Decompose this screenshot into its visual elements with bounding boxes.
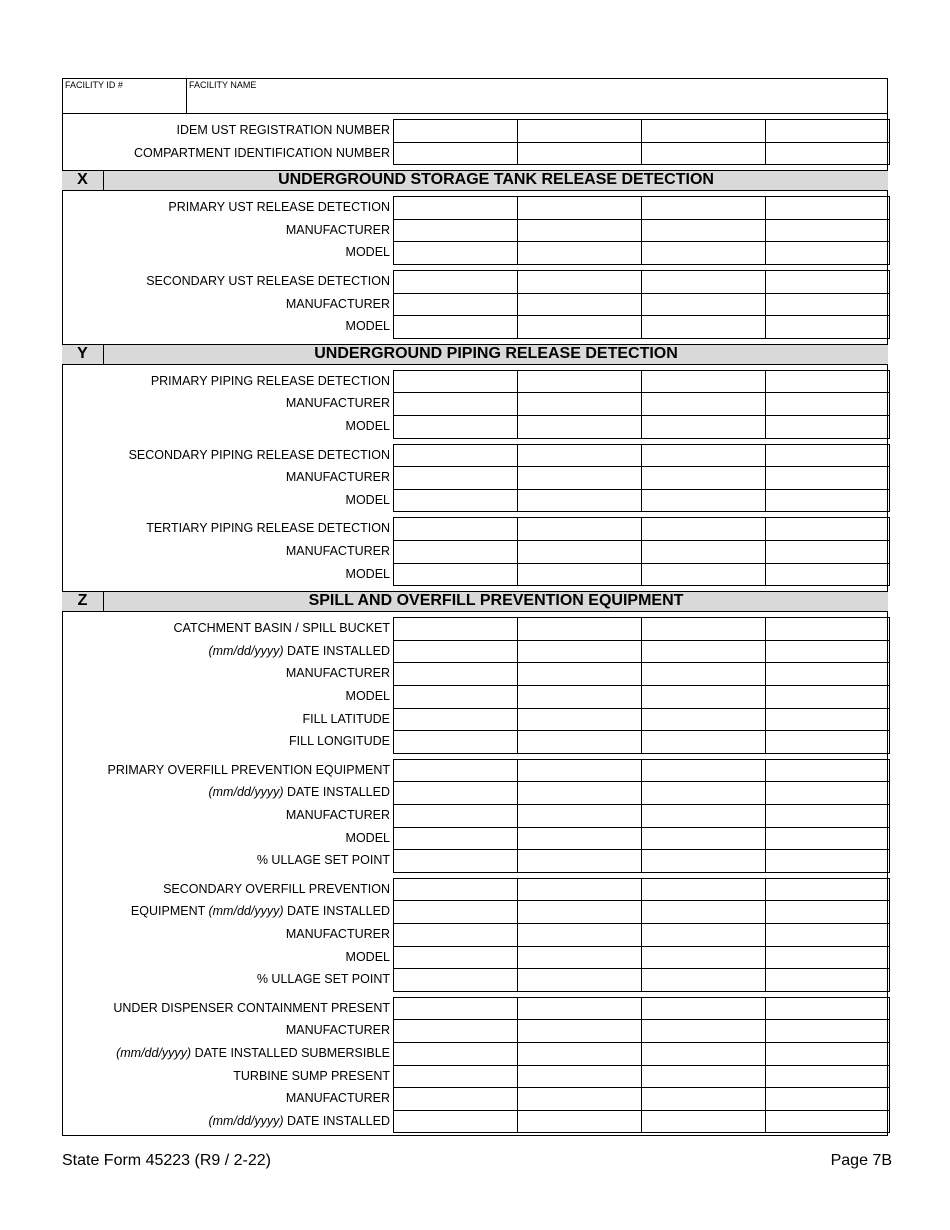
entry-cell[interactable]: [765, 730, 890, 754]
entry-cell[interactable]: [517, 878, 642, 902]
entry-cell[interactable]: [517, 708, 642, 732]
entry-cell[interactable]: [517, 662, 642, 686]
entry-cell[interactable]: [393, 270, 518, 294]
section-band: [62, 591, 888, 612]
row-label: [289, 734, 390, 748]
entry-cell[interactable]: [641, 1065, 766, 1089]
row-label: [208, 1114, 390, 1128]
entry-cell[interactable]: [517, 968, 642, 992]
entry-cell[interactable]: [641, 517, 766, 541]
entry-cell[interactable]: [765, 540, 890, 564]
entry-cell[interactable]: [641, 923, 766, 947]
entry-cell[interactable]: [517, 1019, 642, 1043]
entry-cell[interactable]: [393, 196, 518, 220]
entry-cell[interactable]: [765, 119, 890, 143]
row-label-text: MODEL: [345, 419, 390, 433]
row-label: [208, 785, 390, 799]
row-label: [346, 831, 390, 845]
entry-cell[interactable]: [517, 370, 642, 394]
entry-cell[interactable]: [393, 293, 518, 317]
entry-cell[interactable]: [517, 241, 642, 265]
section-title: UNDERGROUND PIPING RELEASE DETECTION: [314, 344, 678, 362]
entry-cell[interactable]: [641, 849, 766, 873]
row-label-text: COMPARTMENT IDENTIFICATION NUMBER: [133, 145, 390, 160]
row-label: [174, 621, 390, 635]
row-label-text: MANUFACTURER: [285, 808, 390, 822]
entry-cell[interactable]: [517, 617, 642, 641]
entry-cell[interactable]: [393, 662, 518, 686]
section-letter: X: [62, 171, 104, 190]
entry-cell[interactable]: [641, 708, 766, 732]
entry-cell[interactable]: [765, 293, 890, 317]
entry-cell[interactable]: [765, 370, 890, 394]
row-label-text: MODEL: [345, 830, 390, 845]
entry-cell[interactable]: [517, 415, 642, 439]
row-label: [346, 950, 390, 964]
row-label-text: SECONDARY PIPING RELEASE DETECTION: [128, 447, 390, 462]
entry-cell[interactable]: [765, 1042, 890, 1066]
entry-cell[interactable]: [517, 444, 642, 468]
entry-cell[interactable]: [641, 730, 766, 754]
entry-cell[interactable]: [765, 270, 890, 294]
row-label-text: TERTIARY PIPING RELEASE DETECTION: [146, 521, 390, 536]
row-label: [346, 689, 390, 703]
entry-cell[interactable]: [641, 241, 766, 265]
entry-cell[interactable]: [765, 1110, 890, 1134]
row-label-text: MANUFACTURER: [285, 396, 390, 411]
row-label: [129, 448, 390, 462]
row-label: [286, 666, 390, 680]
entry-cell[interactable]: [393, 415, 518, 439]
row-label-text: FILL LATITUDE: [302, 711, 390, 726]
entry-cell[interactable]: [517, 900, 642, 924]
row-label-text: FILL LONGITUDE: [289, 734, 390, 749]
entry-cell[interactable]: [393, 1087, 518, 1111]
entry-cell[interactable]: [393, 640, 518, 664]
row-label-text: % ULLAGE SET POINT: [256, 853, 390, 868]
entry-cell[interactable]: [517, 219, 642, 243]
row-label: [177, 123, 390, 137]
entry-cell[interactable]: [641, 878, 766, 902]
entry-cell[interactable]: [641, 370, 766, 394]
entry-cell[interactable]: [765, 392, 890, 416]
entry-cell[interactable]: [517, 730, 642, 754]
entry-cell[interactable]: [517, 293, 642, 317]
entry-cell[interactable]: [641, 293, 766, 317]
row-label-date-format: (mm/dd/yyyy): [208, 1113, 284, 1128]
entry-cell[interactable]: [517, 923, 642, 947]
entry-cell[interactable]: [641, 563, 766, 587]
row-label: [116, 1046, 390, 1060]
entry-cell[interactable]: [517, 392, 642, 416]
entry-cell[interactable]: [517, 685, 642, 709]
entry-cell[interactable]: [393, 827, 518, 851]
row-label-text: DATE INSTALLED: [283, 904, 390, 919]
entry-cell[interactable]: [393, 1042, 518, 1066]
row-label-text: MODEL: [345, 566, 390, 581]
entry-cell[interactable]: [641, 315, 766, 339]
row-label-text: MANUFACTURER: [285, 1091, 390, 1106]
row-label-date-format: (mm/dd/yyyy): [116, 1046, 192, 1060]
entry-cell[interactable]: [641, 270, 766, 294]
entry-cell[interactable]: [517, 946, 642, 970]
entry-cell[interactable]: [517, 315, 642, 339]
entry-cell[interactable]: [393, 997, 518, 1021]
row-label: [163, 882, 390, 896]
entry-cell[interactable]: [641, 685, 766, 709]
row-label-text: MODEL: [345, 245, 390, 260]
entry-cell[interactable]: [517, 759, 642, 783]
entry-cell[interactable]: [393, 241, 518, 265]
entry-cell[interactable]: [393, 685, 518, 709]
entry-cell[interactable]: [641, 804, 766, 828]
entry-cell[interactable]: [641, 444, 766, 468]
row-label-text: DATE INSTALLED SUBMERSIBLE: [191, 1046, 390, 1060]
entry-cell[interactable]: [641, 466, 766, 490]
section-letter: Y: [62, 345, 104, 364]
row-label-date-format: (mm/dd/yyyy): [208, 785, 284, 800]
row-label-text: TURBINE SUMP PRESENT: [233, 1068, 390, 1083]
row-label-text: DATE INSTALLED: [283, 643, 390, 658]
entry-cell[interactable]: [517, 489, 642, 513]
entry-cell[interactable]: [393, 878, 518, 902]
entry-cell[interactable]: [517, 781, 642, 805]
entry-cell[interactable]: [765, 315, 890, 339]
entry-cell[interactable]: [765, 563, 890, 587]
entry-cell[interactable]: [393, 946, 518, 970]
facility-id-label: FACILITY ID #: [65, 80, 123, 90]
row-label-text: DATE INSTALLED: [283, 785, 390, 800]
section-band: [62, 344, 888, 365]
entry-cell[interactable]: [393, 1110, 518, 1134]
entry-cell[interactable]: [393, 900, 518, 924]
entry-cell[interactable]: [393, 315, 518, 339]
entry-cell[interactable]: [393, 730, 518, 754]
row-label-text: MANUFACTURER: [285, 1023, 390, 1038]
entry-cell[interactable]: [517, 1110, 642, 1134]
row-label: [208, 644, 390, 658]
row-label: [134, 146, 390, 160]
entry-cell[interactable]: [765, 1065, 890, 1089]
entry-cell[interactable]: [393, 370, 518, 394]
entry-cell[interactable]: [641, 119, 766, 143]
entry-cell[interactable]: [641, 946, 766, 970]
section-band: [62, 170, 888, 191]
entry-cell[interactable]: [517, 849, 642, 873]
entry-cell[interactable]: [765, 827, 890, 851]
row-label: [302, 712, 390, 726]
row-label: [346, 319, 390, 333]
entry-cell[interactable]: [393, 708, 518, 732]
entry-cell[interactable]: [393, 119, 518, 143]
entry-cell[interactable]: [641, 392, 766, 416]
row-label-text: SECONDARY UST RELEASE DETECTION: [146, 274, 390, 288]
entry-cell[interactable]: [517, 466, 642, 490]
row-label: [146, 274, 390, 288]
entry-cell[interactable]: [765, 968, 890, 992]
entry-cell[interactable]: [765, 415, 890, 439]
entry-cell[interactable]: [517, 196, 642, 220]
row-label-text: IDEM UST REGISTRATION NUMBER: [176, 123, 390, 137]
row-label-text: UNDER DISPENSER CONTAINMENT PRESENT: [113, 1000, 390, 1015]
row-label-text: MANUFACTURER: [285, 222, 390, 237]
entry-cell[interactable]: [765, 142, 890, 166]
entry-cell[interactable]: [517, 640, 642, 664]
entry-cell[interactable]: [765, 781, 890, 805]
entry-cell[interactable]: [765, 640, 890, 664]
entry-cell[interactable]: [517, 1042, 642, 1066]
row-label: [233, 1069, 390, 1083]
entry-cell[interactable]: [765, 466, 890, 490]
entry-cell[interactable]: [393, 781, 518, 805]
page-number: Page 7B: [830, 1152, 892, 1169]
row-label: [286, 1023, 390, 1037]
row-label: [131, 904, 390, 918]
row-label-text: MANUFACTURER: [285, 470, 390, 485]
entry-cell[interactable]: [765, 900, 890, 924]
entry-cell[interactable]: [393, 219, 518, 243]
entry-cell[interactable]: [517, 997, 642, 1021]
entry-cell[interactable]: [765, 997, 890, 1021]
entry-cell[interactable]: [517, 540, 642, 564]
row-label-text: MANUFACTURER: [285, 296, 390, 311]
entry-cell[interactable]: [641, 1087, 766, 1111]
entry-cell[interactable]: [393, 1019, 518, 1043]
entry-cell[interactable]: [641, 489, 766, 513]
entry-cell[interactable]: [641, 900, 766, 924]
entry-cell[interactable]: [765, 878, 890, 902]
entry-cell[interactable]: [517, 517, 642, 541]
row-label: [257, 972, 390, 986]
entry-cell[interactable]: [641, 1019, 766, 1043]
entry-cell[interactable]: [765, 759, 890, 783]
row-label-text: PRIMARY OVERFILL PREVENTION EQUIPMENT: [107, 762, 390, 777]
row-label-text: MANUFACTURER: [285, 666, 390, 681]
entry-cell[interactable]: [517, 804, 642, 828]
row-label: [346, 567, 390, 581]
row-label: [168, 200, 390, 214]
row-label: [286, 544, 390, 558]
row-label: [286, 297, 390, 311]
entry-cell[interactable]: [641, 219, 766, 243]
row-label: [346, 245, 390, 259]
entry-cell[interactable]: [393, 489, 518, 513]
row-label-text: SECONDARY OVERFILL PREVENTION: [163, 881, 390, 896]
row-label: [151, 374, 390, 388]
entry-cell[interactable]: [765, 241, 890, 265]
entry-cell[interactable]: [517, 119, 642, 143]
entry-cell[interactable]: [517, 563, 642, 587]
entry-cell[interactable]: [641, 1042, 766, 1066]
entry-cell[interactable]: [641, 415, 766, 439]
entry-cell[interactable]: [765, 617, 890, 641]
row-label: [346, 419, 390, 433]
entry-cell[interactable]: [765, 804, 890, 828]
row-label-text: MANUFACTURER: [285, 927, 390, 941]
entry-cell[interactable]: [765, 946, 890, 970]
row-label-text: % ULLAGE SET POINT: [256, 972, 390, 987]
entry-cell[interactable]: [765, 196, 890, 220]
section-title: SPILL AND OVERFILL PREVENTION EQUIPMENT: [308, 592, 684, 610]
entry-cell[interactable]: [641, 968, 766, 992]
row-label: [286, 1091, 390, 1105]
row-label: [286, 470, 390, 484]
entry-cell[interactable]: [641, 617, 766, 641]
entry-cell[interactable]: [641, 781, 766, 805]
entry-cell[interactable]: [641, 196, 766, 220]
row-label-text: MODEL: [345, 689, 390, 703]
entry-cell[interactable]: [393, 517, 518, 541]
row-label-text: MANUFACTURER: [285, 544, 390, 558]
entry-cell[interactable]: [641, 142, 766, 166]
entry-cell[interactable]: [765, 1087, 890, 1111]
entry-cell[interactable]: [393, 466, 518, 490]
entry-cell[interactable]: [641, 540, 766, 564]
entry-cell[interactable]: [765, 219, 890, 243]
entry-cell[interactable]: [393, 804, 518, 828]
entry-cell[interactable]: [393, 759, 518, 783]
entry-cell[interactable]: [393, 617, 518, 641]
entry-cell[interactable]: [765, 849, 890, 873]
row-label-text: PRIMARY PIPING RELEASE DETECTION: [150, 373, 390, 388]
section-letter: Z: [62, 592, 104, 611]
entry-cell[interactable]: [393, 563, 518, 587]
section-title: UNDERGROUND STORAGE TANK RELEASE DETECTION: [278, 171, 714, 189]
entry-cell[interactable]: [765, 923, 890, 947]
entry-cell[interactable]: [765, 489, 890, 513]
row-label-text: CATCHMENT BASIN / SPILL BUCKET: [173, 621, 390, 636]
row-label-date-format: (mm/dd/yyyy): [208, 904, 284, 919]
row-label: [286, 223, 390, 237]
facility-name-label: FACILITY NAME: [189, 80, 257, 90]
entry-cell[interactable]: [393, 923, 518, 947]
row-label-text: DATE INSTALLED: [283, 1113, 390, 1128]
row-label-date-format: (mm/dd/yyyy): [208, 643, 284, 658]
row-label: [346, 493, 390, 507]
entry-cell[interactable]: [393, 142, 518, 166]
entry-cell[interactable]: [765, 517, 890, 541]
entry-cell[interactable]: [393, 968, 518, 992]
entry-cell[interactable]: [765, 685, 890, 709]
form-id: State Form 45223 (R9 / 2-22): [62, 1152, 271, 1169]
entry-cell[interactable]: [641, 640, 766, 664]
entry-cell[interactable]: [393, 540, 518, 564]
row-label: [108, 763, 390, 777]
entry-cell[interactable]: [517, 270, 642, 294]
entry-cell[interactable]: [393, 392, 518, 416]
entry-cell[interactable]: [517, 1065, 642, 1089]
row-label: [286, 808, 390, 822]
row-label-text: MODEL: [345, 949, 390, 964]
entry-cell[interactable]: [765, 662, 890, 686]
entry-cell[interactable]: [641, 997, 766, 1021]
entry-cell[interactable]: [393, 1065, 518, 1089]
row-label-text: MODEL: [345, 319, 390, 334]
row-label: [146, 521, 390, 535]
row-label-text: PRIMARY UST RELEASE DETECTION: [168, 200, 390, 215]
entry-cell[interactable]: [765, 708, 890, 732]
entry-cell[interactable]: [517, 142, 642, 166]
row-label: [286, 927, 390, 941]
row-label-prefix: EQUIPMENT: [130, 904, 209, 919]
row-label: [257, 853, 390, 867]
entry-cell[interactable]: [641, 662, 766, 686]
entry-cell[interactable]: [517, 1087, 642, 1111]
entry-cell[interactable]: [641, 827, 766, 851]
entry-cell[interactable]: [517, 827, 642, 851]
row-label: [286, 396, 390, 410]
entry-cell[interactable]: [641, 1110, 766, 1134]
entry-cell[interactable]: [641, 759, 766, 783]
row-label: [113, 1001, 390, 1015]
row-label-text: MODEL: [345, 492, 390, 507]
entry-cell[interactable]: [393, 444, 518, 468]
entry-cell[interactable]: [765, 444, 890, 468]
facility-name-field[interactable]: [186, 78, 888, 114]
entry-cell[interactable]: [393, 849, 518, 873]
entry-cell[interactable]: [765, 1019, 890, 1043]
